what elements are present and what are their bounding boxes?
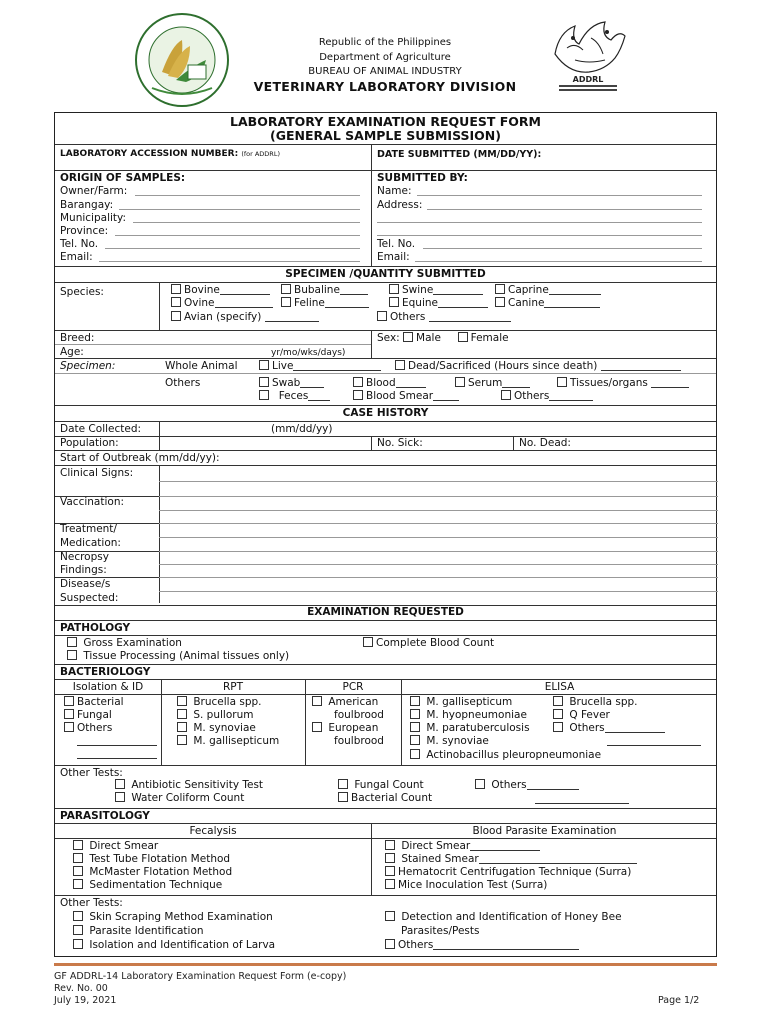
elisa-paratuberculosis: M. paratuberculosis xyxy=(410,722,530,735)
tissue-processing-option: Tissue Processing (Animal tissues only) xyxy=(67,650,289,663)
request-form xyxy=(54,112,717,957)
treatment-label-2: Medication: xyxy=(60,537,121,549)
outbreak-label: Start of Outbreak (mm/dd/yy): xyxy=(60,452,220,464)
pcr-european-2: foulbrood xyxy=(334,735,384,747)
checkbox[interactable] xyxy=(177,722,187,732)
municipality-label: Municipality: xyxy=(60,212,127,224)
checkbox[interactable] xyxy=(338,779,348,789)
blood-direct-smear: Direct Smear xyxy=(385,840,540,853)
col-rpt: RPT xyxy=(222,681,244,693)
para-others-option: Others xyxy=(385,939,579,952)
submitted-address-label: Address: xyxy=(377,199,423,211)
para-other-tests-label: Other Tests: xyxy=(60,897,123,909)
checkbox[interactable] xyxy=(501,390,511,400)
checkbox[interactable] xyxy=(115,779,125,789)
tissues-option: Tissues/organs xyxy=(557,377,689,390)
vaccination-label: Vaccination: xyxy=(60,496,125,508)
species-bovine: Bovine xyxy=(171,284,270,297)
antibiotic-option: Antibiotic Sensitivity Test xyxy=(115,779,263,792)
checkbox[interactable] xyxy=(410,735,420,745)
checkbox[interactable] xyxy=(259,390,269,400)
species-others: Others xyxy=(377,311,511,324)
larva-option: Isolation and Identification of Larva xyxy=(73,939,275,952)
col-blood-parasite: Blood Parasite Examination xyxy=(472,825,617,837)
bacteriology-heading: BACTERIOLOGY xyxy=(60,666,151,678)
date-collected-format: (mm/dd/yy) xyxy=(271,423,333,435)
species-canine: Canine xyxy=(495,297,600,310)
coliform-option: Water Coliform Count xyxy=(115,792,244,805)
col-fecalysis: Fecalysis xyxy=(189,825,237,837)
whole-animal-label: Whole Animal xyxy=(165,360,238,372)
checkbox[interactable] xyxy=(410,749,420,759)
iso-others: Others xyxy=(64,722,112,735)
checkbox[interactable] xyxy=(171,297,181,307)
checkbox[interactable] xyxy=(67,650,77,660)
species-feline: Feline xyxy=(281,297,369,310)
iso-bacterial: Bacterial xyxy=(64,696,124,709)
specimen-others2-option: Others xyxy=(501,390,593,403)
parasitology-heading: PARASITOLOGY xyxy=(60,810,150,822)
elisa-synoviae: M. synoviae xyxy=(410,735,489,748)
pcr-european: European xyxy=(312,722,378,735)
addrl-logo xyxy=(545,14,631,94)
species-label: Species: xyxy=(60,286,104,298)
checkbox[interactable] xyxy=(312,722,322,732)
elisa-actinobacillus: Actinobacillus pleuropneumoniae xyxy=(410,749,601,762)
province-label: Province: xyxy=(60,225,109,237)
checkbox[interactable] xyxy=(389,284,399,294)
checkbox[interactable] xyxy=(171,284,181,294)
checkbox[interactable] xyxy=(385,939,395,949)
case-history-heading: CASE HISTORY xyxy=(342,407,429,419)
checkbox[interactable] xyxy=(312,696,322,706)
checkbox[interactable] xyxy=(385,879,395,889)
accession-label: LABORATORY ACCESSION NUMBER: (for ADDRL) xyxy=(60,149,280,159)
pcr-american: American xyxy=(312,696,378,709)
iso-fungal: Fungal xyxy=(64,709,112,722)
specimen-label: Specimen: xyxy=(60,360,116,372)
parasite-id-option: Parasite Identification xyxy=(73,925,204,938)
checkbox[interactable] xyxy=(410,696,420,706)
header-division: VETERINARY LABORATORY DIVISION xyxy=(253,79,517,94)
header-department: Department of Agriculture xyxy=(319,52,451,63)
date-collected-label: Date Collected: xyxy=(60,423,142,435)
checkbox[interactable] xyxy=(385,911,395,921)
footer-rev: Rev. No. 00 xyxy=(54,983,108,994)
pcr-american-2: foulbrood xyxy=(334,709,384,721)
header-bureau: BUREAU OF ANIMAL INDUSTRY xyxy=(308,66,462,77)
bact-others-option: Others xyxy=(475,779,579,792)
footer-page: Page 1/2 xyxy=(658,995,700,1006)
form-title: LABORATORY EXAMINATION REQUEST FORM xyxy=(230,114,541,129)
checkbox[interactable] xyxy=(403,332,413,342)
rpt-synoviae: M. synoviae xyxy=(177,722,256,735)
serum-option: Serum xyxy=(455,377,530,390)
age-label: Age: xyxy=(60,346,84,358)
bact-other-tests-label: Other Tests: xyxy=(60,767,123,779)
checkbox[interactable] xyxy=(553,696,563,706)
specimen-heading: SPECIMEN /QUANTITY SUBMITTED xyxy=(285,268,486,280)
sex-row: Sex: Male Female xyxy=(377,332,509,344)
blood-option: Blood xyxy=(353,377,426,390)
fecal-sedimentation: Sedimentation Technique xyxy=(73,879,222,892)
submitted-heading: SUBMITTED BY: xyxy=(377,172,468,184)
checkbox[interactable] xyxy=(73,840,83,850)
skin-scraping-option: Skin Scraping Method Examination xyxy=(73,911,273,924)
col-pcr: PCR xyxy=(342,681,364,693)
disease-label-2: Suspected: xyxy=(60,592,119,604)
breed-label: Breed: xyxy=(60,332,95,344)
checkbox[interactable] xyxy=(177,735,187,745)
rpt-gallisepticum: M. gallisepticum xyxy=(177,735,279,748)
checkbox[interactable] xyxy=(385,866,395,876)
owner-label: Owner/Farm: xyxy=(60,185,128,197)
checkbox[interactable] xyxy=(353,377,363,387)
checkbox[interactable] xyxy=(410,709,420,719)
blood-smear-option: Blood Smear xyxy=(353,390,459,403)
checkbox[interactable] xyxy=(557,377,567,387)
species-caprine: Caprine xyxy=(495,284,601,297)
footer-date: July 19, 2021 xyxy=(54,995,117,1006)
checkbox[interactable] xyxy=(73,911,83,921)
checkbox[interactable] xyxy=(353,390,363,400)
age-units: yr/mo/wks/days) xyxy=(271,348,346,358)
species-bubaline: Bubaline xyxy=(281,284,368,297)
pathology-heading: PATHOLOGY xyxy=(60,622,131,634)
checkbox[interactable] xyxy=(73,879,83,889)
population-label: Population: xyxy=(60,437,119,449)
species-swine: Swine xyxy=(389,284,483,297)
fungal-count-option: Fungal Count xyxy=(338,779,424,792)
footer-code: GF ADDRL-14 Laboratory Examination Request Form (e-copy) xyxy=(54,971,347,982)
bacterial-count-option: Bacterial Count xyxy=(338,792,432,805)
checkbox[interactable] xyxy=(553,709,563,719)
species-ovine: Ovine xyxy=(171,297,273,310)
checkbox[interactable] xyxy=(363,637,373,647)
date-submitted-label: DATE SUBMITTED (MM/DD/YY): xyxy=(377,149,542,160)
checkbox[interactable] xyxy=(458,332,468,342)
fecal-test-tube: Test Tube Flotation Method xyxy=(73,853,230,866)
live-option: Live xyxy=(259,360,381,373)
checkbox[interactable] xyxy=(115,792,125,802)
checkbox[interactable] xyxy=(64,709,74,719)
swab-option: Swab xyxy=(259,377,324,390)
checkbox[interactable] xyxy=(281,284,291,294)
checkbox[interactable] xyxy=(389,297,399,307)
checkbox[interactable] xyxy=(495,284,505,294)
checkbox[interactable] xyxy=(259,377,269,387)
elisa-gallisepticum: M. gallisepticum xyxy=(410,696,512,709)
checkbox[interactable] xyxy=(495,297,505,307)
no-sick-label: No. Sick: xyxy=(377,437,423,449)
checkbox[interactable] xyxy=(395,360,405,370)
barangay-label: Barangay: xyxy=(60,199,114,211)
checkbox[interactable] xyxy=(385,840,395,850)
checkbox[interactable] xyxy=(73,853,83,863)
checkbox[interactable] xyxy=(73,939,83,949)
rpt-pullorum: S. pullorum xyxy=(177,709,253,722)
checkbox[interactable] xyxy=(385,853,395,863)
origin-tel-label: Tel. No. xyxy=(60,238,99,250)
checkbox[interactable] xyxy=(259,360,269,370)
specimen-others-label: Others xyxy=(165,377,201,389)
elisa-brucella: Brucella spp. xyxy=(553,696,638,709)
dead-option: Dead/Sacrificed (Hours since death) xyxy=(395,360,681,373)
origin-heading: ORIGIN OF SAMPLES: xyxy=(60,172,186,184)
origin-email-label: Email: xyxy=(60,251,93,263)
checkbox[interactable] xyxy=(177,696,187,706)
honey-bee-option: Detection and Identification of Honey Bee xyxy=(385,911,622,924)
elisa-others: Others xyxy=(553,722,665,735)
gross-exam-option: Gross Examination xyxy=(67,637,182,650)
checkbox[interactable] xyxy=(73,866,83,876)
submitted-tel-label: Tel. No. xyxy=(377,238,416,250)
checkbox[interactable] xyxy=(73,925,83,935)
checkbox[interactable] xyxy=(177,709,187,719)
checkbox[interactable] xyxy=(64,722,74,732)
checkbox[interactable] xyxy=(281,297,291,307)
form-subtitle: (GENERAL SAMPLE SUBMISSION) xyxy=(270,128,501,143)
checkbox[interactable] xyxy=(475,779,485,789)
checkbox[interactable] xyxy=(338,792,348,802)
feces-option: Feces xyxy=(259,390,330,403)
col-isolation: Isolation & ID xyxy=(72,681,144,693)
elisa-hyopneumoniae: M. hyopneumoniae xyxy=(410,709,527,722)
no-dead-label: No. Dead: xyxy=(519,437,571,449)
checkbox[interactable] xyxy=(171,311,181,321)
submitted-name-label: Name: xyxy=(377,185,412,197)
disease-label-1: Disease/s xyxy=(60,578,111,590)
elisa-qfever: Q Fever xyxy=(553,709,610,722)
checkbox[interactable] xyxy=(67,637,77,647)
submitted-email-label: Email: xyxy=(377,251,410,263)
species-avian: Avian (specify) xyxy=(171,311,319,324)
checkbox[interactable] xyxy=(455,377,465,387)
blood-hematocrit: Hematocrit Centrifugation Technique (Surra) xyxy=(385,866,631,879)
blood-mice-inoculation: Mice Inoculation Test (Surra) xyxy=(385,879,547,892)
clinical-signs-label: Clinical Signs: xyxy=(60,467,134,479)
checkbox[interactable] xyxy=(64,696,74,706)
exam-heading: EXAMINATION REQUESTED xyxy=(307,606,464,618)
department-of-agriculture-seal xyxy=(132,10,232,110)
checkbox[interactable] xyxy=(377,311,387,321)
honey-bee-option-2: Parasites/Pests xyxy=(401,925,480,937)
checkbox[interactable] xyxy=(553,722,563,732)
col-elisa: ELISA xyxy=(544,681,575,693)
necropsy-label-1: Necropsy xyxy=(60,551,109,563)
treatment-label-1: Treatment/ xyxy=(60,523,117,535)
fecal-mcmaster: McMaster Flotation Method xyxy=(73,866,232,879)
species-equine: Equine xyxy=(389,297,488,310)
footer-rule xyxy=(54,963,717,966)
checkbox[interactable] xyxy=(410,722,420,732)
rpt-brucella: Brucella spp. xyxy=(177,696,262,709)
header-republic: Republic of the Philippines xyxy=(318,37,452,48)
cbc-option: Complete Blood Count xyxy=(363,637,494,650)
fecal-direct-smear: Direct Smear xyxy=(73,840,158,853)
necropsy-label-2: Findings: xyxy=(60,564,107,576)
svg-text:ADDRL: ADDRL xyxy=(572,75,604,84)
blood-stained-smear: Stained Smear xyxy=(385,853,637,866)
